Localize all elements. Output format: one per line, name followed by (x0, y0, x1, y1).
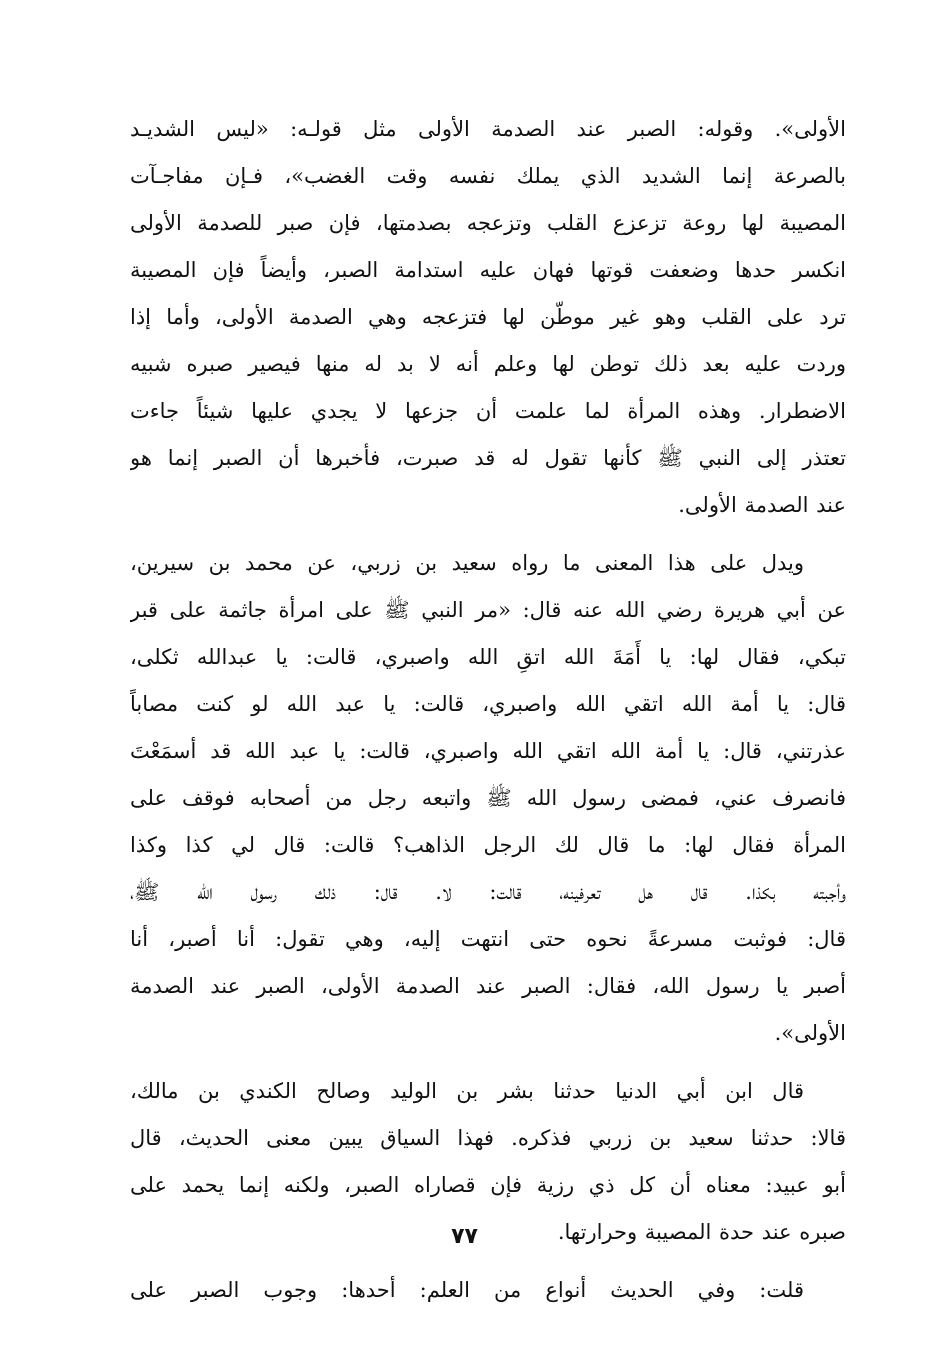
text-line: قال ابن أبي الدنيا حدثنا بشر بن الوليد وصالح الكندي بن مالك، (130, 1079, 805, 1103)
text-line: وردت عليه بعد ذلك توطن لها وعلم أنه لا بد له منها فيصير صبره شبيه (130, 352, 846, 376)
text-line: الأولى». (774, 1021, 846, 1045)
text-line: تبكي، فقال لها: يا أَمَةَ الله اتقِ الله واصبري، قالت: يا عبدالله ثكلى، (130, 645, 846, 669)
text-line: عن أبي هريرة رضي الله عنه قال: «مر النبي ﷺ على امرأة جاثمة على قبر (130, 598, 846, 622)
text-line: الأولى». وقوله: الصبر عند الصدمة الأولى مثل قولـه: «ليس الشديـد (130, 117, 846, 141)
text-line: انكسر حدها وضعفت قوتها فهان عليه استدامة الصبر، وأيضاً فإن المصيبة (130, 258, 846, 282)
page-number: ٧٧ (451, 1224, 478, 1249)
paragraph-2 (130, 540, 846, 1057)
text-line: فانصرف عني، فمضى رسول الله ﷺ واتبعه رجل من أصحابه فوقف على (130, 786, 846, 810)
text-line: المصيبة لها روعة تزعزع القلب وتزعجه بصدمتها، فإن صبر للصدمة الأولى (130, 211, 846, 235)
text-line: تعتذر إلى النبي ﷺ كأنها تقول له قد صبرت، فأخبرها أن الصبر إنما هو (130, 446, 846, 470)
text-line: قلت: وفي الحديث أنواع من العلم: أحدها: وجوب الصبر على (130, 1278, 804, 1302)
text-line: ترد على القلب وهو غير موطّن لها فتزعجه وهي الصدمة الأولى، وأما إذا (130, 305, 846, 329)
text-line: وأجبته بكذا. قال هل تعرفينه، قالت: لا. قال: ذلك رسول الله ﷺ، (130, 880, 846, 904)
text-line: عذرتني، قال: يا أمة الله اتقي الله واصبري، قالت: يا عبد الله قد أسمَعْتَ (130, 739, 846, 763)
text-line: أبو عبيد: معناه أن كل ذي رزية فإن قصاراه الصبر، ولكنه إنما يحمد على (130, 1173, 846, 1197)
text-line: عند الصدمة الأولى. (678, 493, 846, 517)
text-line: قال: يا أمة الله اتقي الله واصبري، قالت: يا عبد الله لو كنت مصاباً (130, 692, 846, 716)
book-page-body (130, 106, 846, 1314)
text-line: الاضطرار. وهذه المرأة لما علمت أن جزعها لا يجدي عليها شيئاً جاءت (130, 399, 846, 423)
text-line: قالا: حدثنا سعيد بن زربي فذكره. فهذا السياق يبين معنى الحديث، قال (130, 1126, 846, 1150)
paragraph-4 (130, 1267, 846, 1314)
text-line: بالصرعة إنما الشديد الذي يملك نفسه وقت الغضب»، فـإن مفاجـآت (130, 164, 846, 188)
text-line: المرأة فقال لها: ما قال لك الرجل الذاهب؟ قالت: قال لي كذا وكذا (130, 833, 846, 857)
paragraph-1 (130, 106, 846, 529)
text-line: ويدل على هذا المعنى ما رواه سعيد بن زربي، عن محمد بن سيرين، (130, 551, 804, 575)
text-line: أصبر يا رسول الله، فقال: الصبر عند الصدمة الأولى، الصبر عند الصدمة (130, 974, 846, 998)
text-line: قال: فوثبت مسرعةً نحوه حتى انتهت إليه، وهي تقول: أنا أصبر، أنا (130, 927, 846, 951)
text-line: صبره عند حدة المصيبة وحرارتها. (557, 1220, 846, 1244)
